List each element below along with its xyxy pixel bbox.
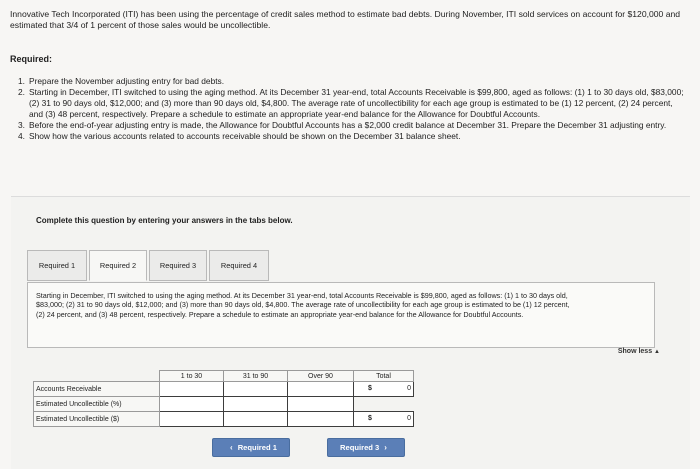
column-header: 31 to 90 — [224, 371, 288, 382]
show-less-link[interactable] — [618, 348, 660, 355]
requirement-number: 1. — [18, 76, 25, 86]
prev-required-button[interactable] — [212, 438, 290, 457]
pct-1-to-30-input[interactable] — [160, 397, 224, 412]
requirement-item — [18, 131, 688, 142]
requirement-text: Show how the various accounts related to accounts receivable should be shown on the December 31 balance sheet. — [29, 131, 461, 141]
chevron-left-icon: ‹ — [230, 443, 233, 452]
requirement-number: 3. — [18, 120, 25, 130]
tab-required-2[interactable]: Required 2 — [89, 250, 147, 281]
requirements-list — [18, 76, 688, 142]
row-label: Estimated Uncollectible ($) — [34, 412, 160, 427]
tab-instructions: Starting in December, ITI switched to using the aging method. At its December 31 year-end, total Accounts Receivable is $99,800, aged as follows: (1) 1 to 30 days old, $83,000; (2) 31 to 90 days old, $12,000; and (3) more than 90 days old, $4,800. The average rate of uncollectibility for each age group is estimated to be (1) 12 percent, (2) 24 percent, and (3) 48 percent, respectively. Prepare a schedule to estimate an appropriate year-end balance for the Allowance for Doubtful Accounts. — [36, 291, 570, 319]
aging-schedule-table — [33, 370, 414, 427]
ar-total-cell — [354, 382, 414, 397]
complete-prompt: Complete this question by entering your answers in the tabs below. — [36, 216, 293, 225]
total-value: 0 — [407, 415, 411, 422]
requirement-text: Prepare the November adjusting entry for bad debts. — [29, 76, 225, 86]
intro-paragraph: Innovative Tech Incorporated (ITI) has been using the percentage of credit sales method to estimate bad debts. During November, ITI sold services on account for $120,000 and estimated that 3/4 of 1 percent of those sales would be uncollectible. — [10, 9, 681, 30]
column-header: 1 to 30 — [160, 371, 224, 382]
table-row — [34, 397, 414, 412]
caret-up-icon: ▲ — [654, 349, 660, 355]
table-row — [34, 412, 414, 427]
required-heading: Required: — [10, 54, 53, 64]
pct-31-to-90-input[interactable] — [224, 397, 288, 412]
requirement-item — [18, 87, 688, 120]
tab-content — [27, 282, 655, 348]
row-label: Accounts Receivable — [34, 382, 160, 397]
tab-bar — [27, 250, 271, 283]
tab-required-1[interactable]: Required 1 — [27, 250, 87, 281]
requirement-text: Before the end-of-year adjusting entry is made, the Allowance for Doubtful Accounts has a $2,000 credit balance at December 31. Prepare the December 31 adjusting entry. — [29, 120, 667, 130]
requirement-item — [18, 120, 688, 131]
est-total-cell — [354, 412, 414, 427]
est-1-to-30-input[interactable] — [160, 412, 224, 427]
pct-total-blank — [354, 397, 414, 412]
requirement-text: Starting in December, ITI switched to using the aging method. At its December 31 year-end, total Accounts Receivable is $99,800, aged as follows: (1) 1 to 30 days old, $83,000; (2) 31 to 90 days old, $12,000; and (3) more than 90 days old, $4,800. The average rate of uncollectibility for each age group is estimated to be (1) 12 percent, (2) 24 percent, and (3) 48 percent, respectively. Prepare a schedule to estimate an appropriate year-end balance for the Allowance for Doubtful Accounts. — [29, 87, 684, 119]
prev-button-label: Required 1 — [237, 443, 277, 452]
total-value: 0 — [407, 385, 411, 392]
currency-symbol: $ — [368, 415, 372, 422]
est-over-90-input[interactable] — [288, 412, 354, 427]
ar-1-to-30-input[interactable] — [160, 382, 224, 397]
tab-required-4[interactable]: Required 4 — [209, 250, 269, 281]
chevron-right-icon: › — [384, 443, 387, 452]
next-required-button[interactable] — [327, 438, 405, 457]
table-row — [34, 382, 414, 397]
pct-over-90-input[interactable] — [288, 397, 354, 412]
requirement-number: 4. — [18, 131, 25, 141]
ar-31-to-90-input[interactable] — [224, 382, 288, 397]
tab-required-3[interactable]: Required 3 — [149, 250, 207, 281]
requirement-item — [18, 76, 688, 87]
next-button-label: Required 3 — [340, 443, 380, 452]
currency-symbol: $ — [368, 385, 372, 392]
column-header: Over 90 — [288, 371, 354, 382]
show-less-label: Show less — [617, 348, 653, 355]
column-header: Total — [354, 371, 414, 382]
row-label: Estimated Uncollectible (%) — [34, 397, 160, 412]
ar-over-90-input[interactable] — [288, 382, 354, 397]
requirement-number: 2. — [18, 87, 25, 97]
est-31-to-90-input[interactable] — [224, 412, 288, 427]
table-header-row — [34, 371, 414, 382]
header-blank — [34, 371, 160, 382]
